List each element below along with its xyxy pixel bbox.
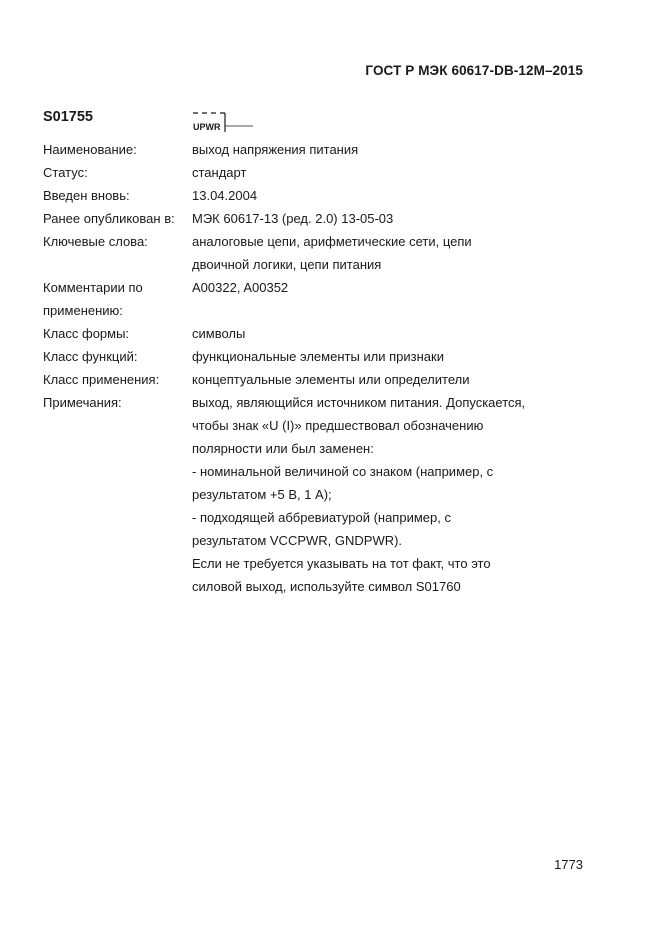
- field-label: [43, 345, 138, 368]
- field-value: [192, 322, 552, 345]
- symbol-code: S01755: [43, 109, 93, 125]
- field-value: [192, 207, 552, 230]
- field-value-line: МЭК 60617-13 (ред. 2.0) 13-05-03: [192, 211, 394, 226]
- field-label: [43, 161, 88, 184]
- field-label-line: Класс применения:: [43, 372, 160, 387]
- field-value: [192, 391, 552, 598]
- field-label-line: Ранее опубликован в:: [43, 211, 175, 226]
- field-label-line: Комментарии по: [43, 280, 143, 295]
- field-value: [192, 368, 552, 391]
- field-label-line: Наименование:: [43, 142, 137, 157]
- field-value-line: - номинальной величиной со знаком (например, с: [192, 464, 494, 479]
- field-value-line: результатом VCCPWR, GNDPWR).: [192, 533, 403, 548]
- page-header: ГОСТ Р МЭК 60617-DB-12M–2015: [365, 63, 583, 78]
- field-value-line: 13.04.2004: [192, 188, 258, 203]
- field-value-line: символы: [192, 326, 246, 341]
- field-label: [43, 322, 129, 345]
- field-label-line: Примечания:: [43, 395, 122, 410]
- field-value-line: - подходящей аббревиатурой (например, с: [192, 510, 451, 525]
- field-value-line: чтобы знак «U (I)» предшествовал обозначению: [192, 418, 484, 433]
- field-value-line: двоичной логики, цепи питания: [192, 257, 382, 272]
- field-value-line: Если не требуется указывать на тот факт, что это: [192, 556, 491, 571]
- field-value-line: аналоговые цепи, арифметические сети, цепи: [192, 234, 472, 249]
- field-value-line: полярности или был заменен:: [192, 441, 374, 456]
- field-label: [43, 138, 137, 161]
- field-label-line: Ключевые слова:: [43, 234, 148, 249]
- field-label: [43, 230, 148, 253]
- field-value-line: A00322, A00352: [192, 280, 289, 295]
- field-value: [192, 184, 552, 207]
- field-value-line: концептуальные элементы или определители: [192, 372, 470, 387]
- field-label-line: Статус:: [43, 165, 88, 180]
- field-label-line: Класс функций:: [43, 349, 138, 364]
- field-value: [192, 345, 552, 368]
- field-value-line: силовой выход, используйте символ S01760: [192, 579, 461, 594]
- page-number: 1773: [554, 857, 583, 872]
- field-label: [43, 276, 143, 322]
- field-label: [43, 368, 159, 391]
- upwr-symbol-icon: [191, 110, 257, 136]
- field-value: [192, 138, 552, 161]
- field-label: [43, 184, 130, 207]
- field-value-line: выход, являющийся источником питания. Допускается,: [192, 395, 526, 410]
- field-value-line: стандарт: [192, 165, 247, 180]
- field-value-line: выход напряжения питания: [192, 142, 359, 157]
- field-label: [43, 391, 122, 414]
- field-value: [192, 230, 552, 276]
- field-label-line: Класс формы:: [43, 326, 130, 341]
- field-label-line: Введен вновь:: [43, 188, 130, 203]
- field-label: [43, 207, 175, 230]
- symbol-graphic-label: UPWR: [193, 122, 221, 132]
- field-value: [192, 276, 552, 299]
- field-value: [192, 161, 552, 184]
- field-value-line: функциональные элементы или признаки: [192, 349, 444, 364]
- field-label-line: применению:: [43, 303, 123, 318]
- field-value-line: результатом +5 В, 1 А);: [192, 487, 332, 502]
